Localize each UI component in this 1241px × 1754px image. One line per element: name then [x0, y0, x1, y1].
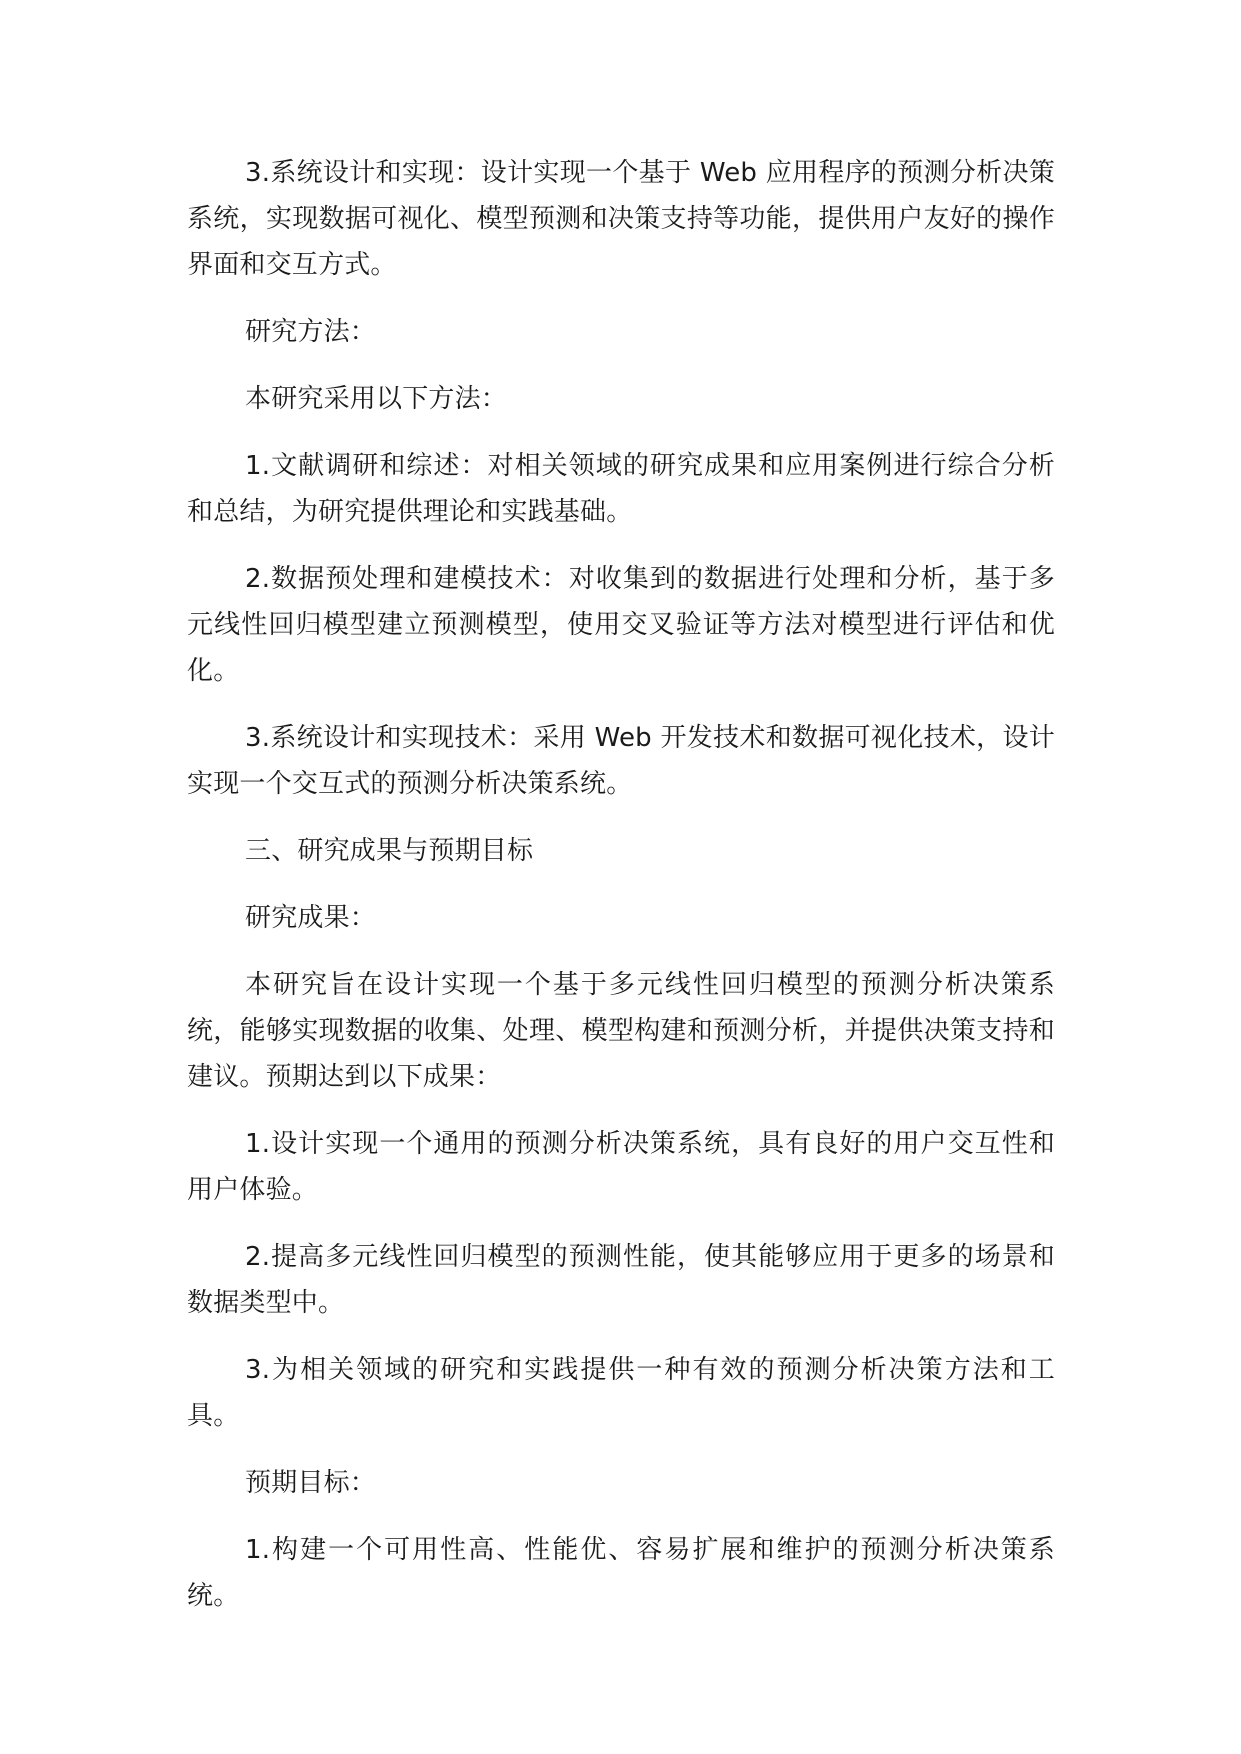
heading-research-methods: 研究方法： — [245, 317, 377, 347]
paragraph-result-1: 1.设计实现一个通用的预测分析决策系统，具有良好的用户交互性和用户体验。 — [187, 1129, 1055, 1205]
section-heading-results-goals: 三、研究成果与预期目标 — [245, 836, 534, 866]
paragraph-system-design: 3.系统设计和实现：设计实现一个基于 Web 应用程序的预测分析决策系统，实现数据可视化、模型预测和决策支持等功能，提供用户友好的操作界面和交互方式。 — [187, 158, 1055, 280]
heading-expected-goals: 预期目标： — [245, 1468, 377, 1498]
paragraph-results-intro: 本研究旨在设计实现一个基于多元线性回归模型的预测分析决策系统，能够实现数据的收集、处理、模型构建和预测分析，并提供决策支持和建议。预期达到以下成果： — [187, 970, 1055, 1092]
paragraph-method-2: 2.数据预处理和建模技术：对收集到的数据进行处理和分析，基于多元线性回归模型建立预测模型，使用交叉验证等方法对模型进行评估和优化。 — [187, 564, 1055, 686]
paragraph-methods-intro: 本研究采用以下方法： — [245, 384, 508, 414]
paragraph-result-3: 3.为相关领域的研究和实践提供一种有效的预测分析决策方法和工具。 — [187, 1355, 1055, 1431]
paragraph-result-2: 2.提高多元线性回归模型的预测性能，使其能够应用于更多的场景和数据类型中。 — [187, 1242, 1055, 1318]
document-page — [187, 150, 1055, 1640]
paragraph-method-1: 1.文献调研和综述：对相关领域的研究成果和应用案例进行综合分析和总结，为研究提供理论和实践基础。 — [187, 451, 1055, 527]
paragraph-goal-1: 1.构建一个可用性高、性能优、容易扩展和维护的预测分析决策系统。 — [187, 1535, 1055, 1611]
paragraph-method-3: 3.系统设计和实现技术：采用 Web 开发技术和数据可视化技术，设计实现一个交互式的预测分析决策系统。 — [187, 723, 1055, 799]
heading-research-results: 研究成果： — [245, 903, 377, 933]
